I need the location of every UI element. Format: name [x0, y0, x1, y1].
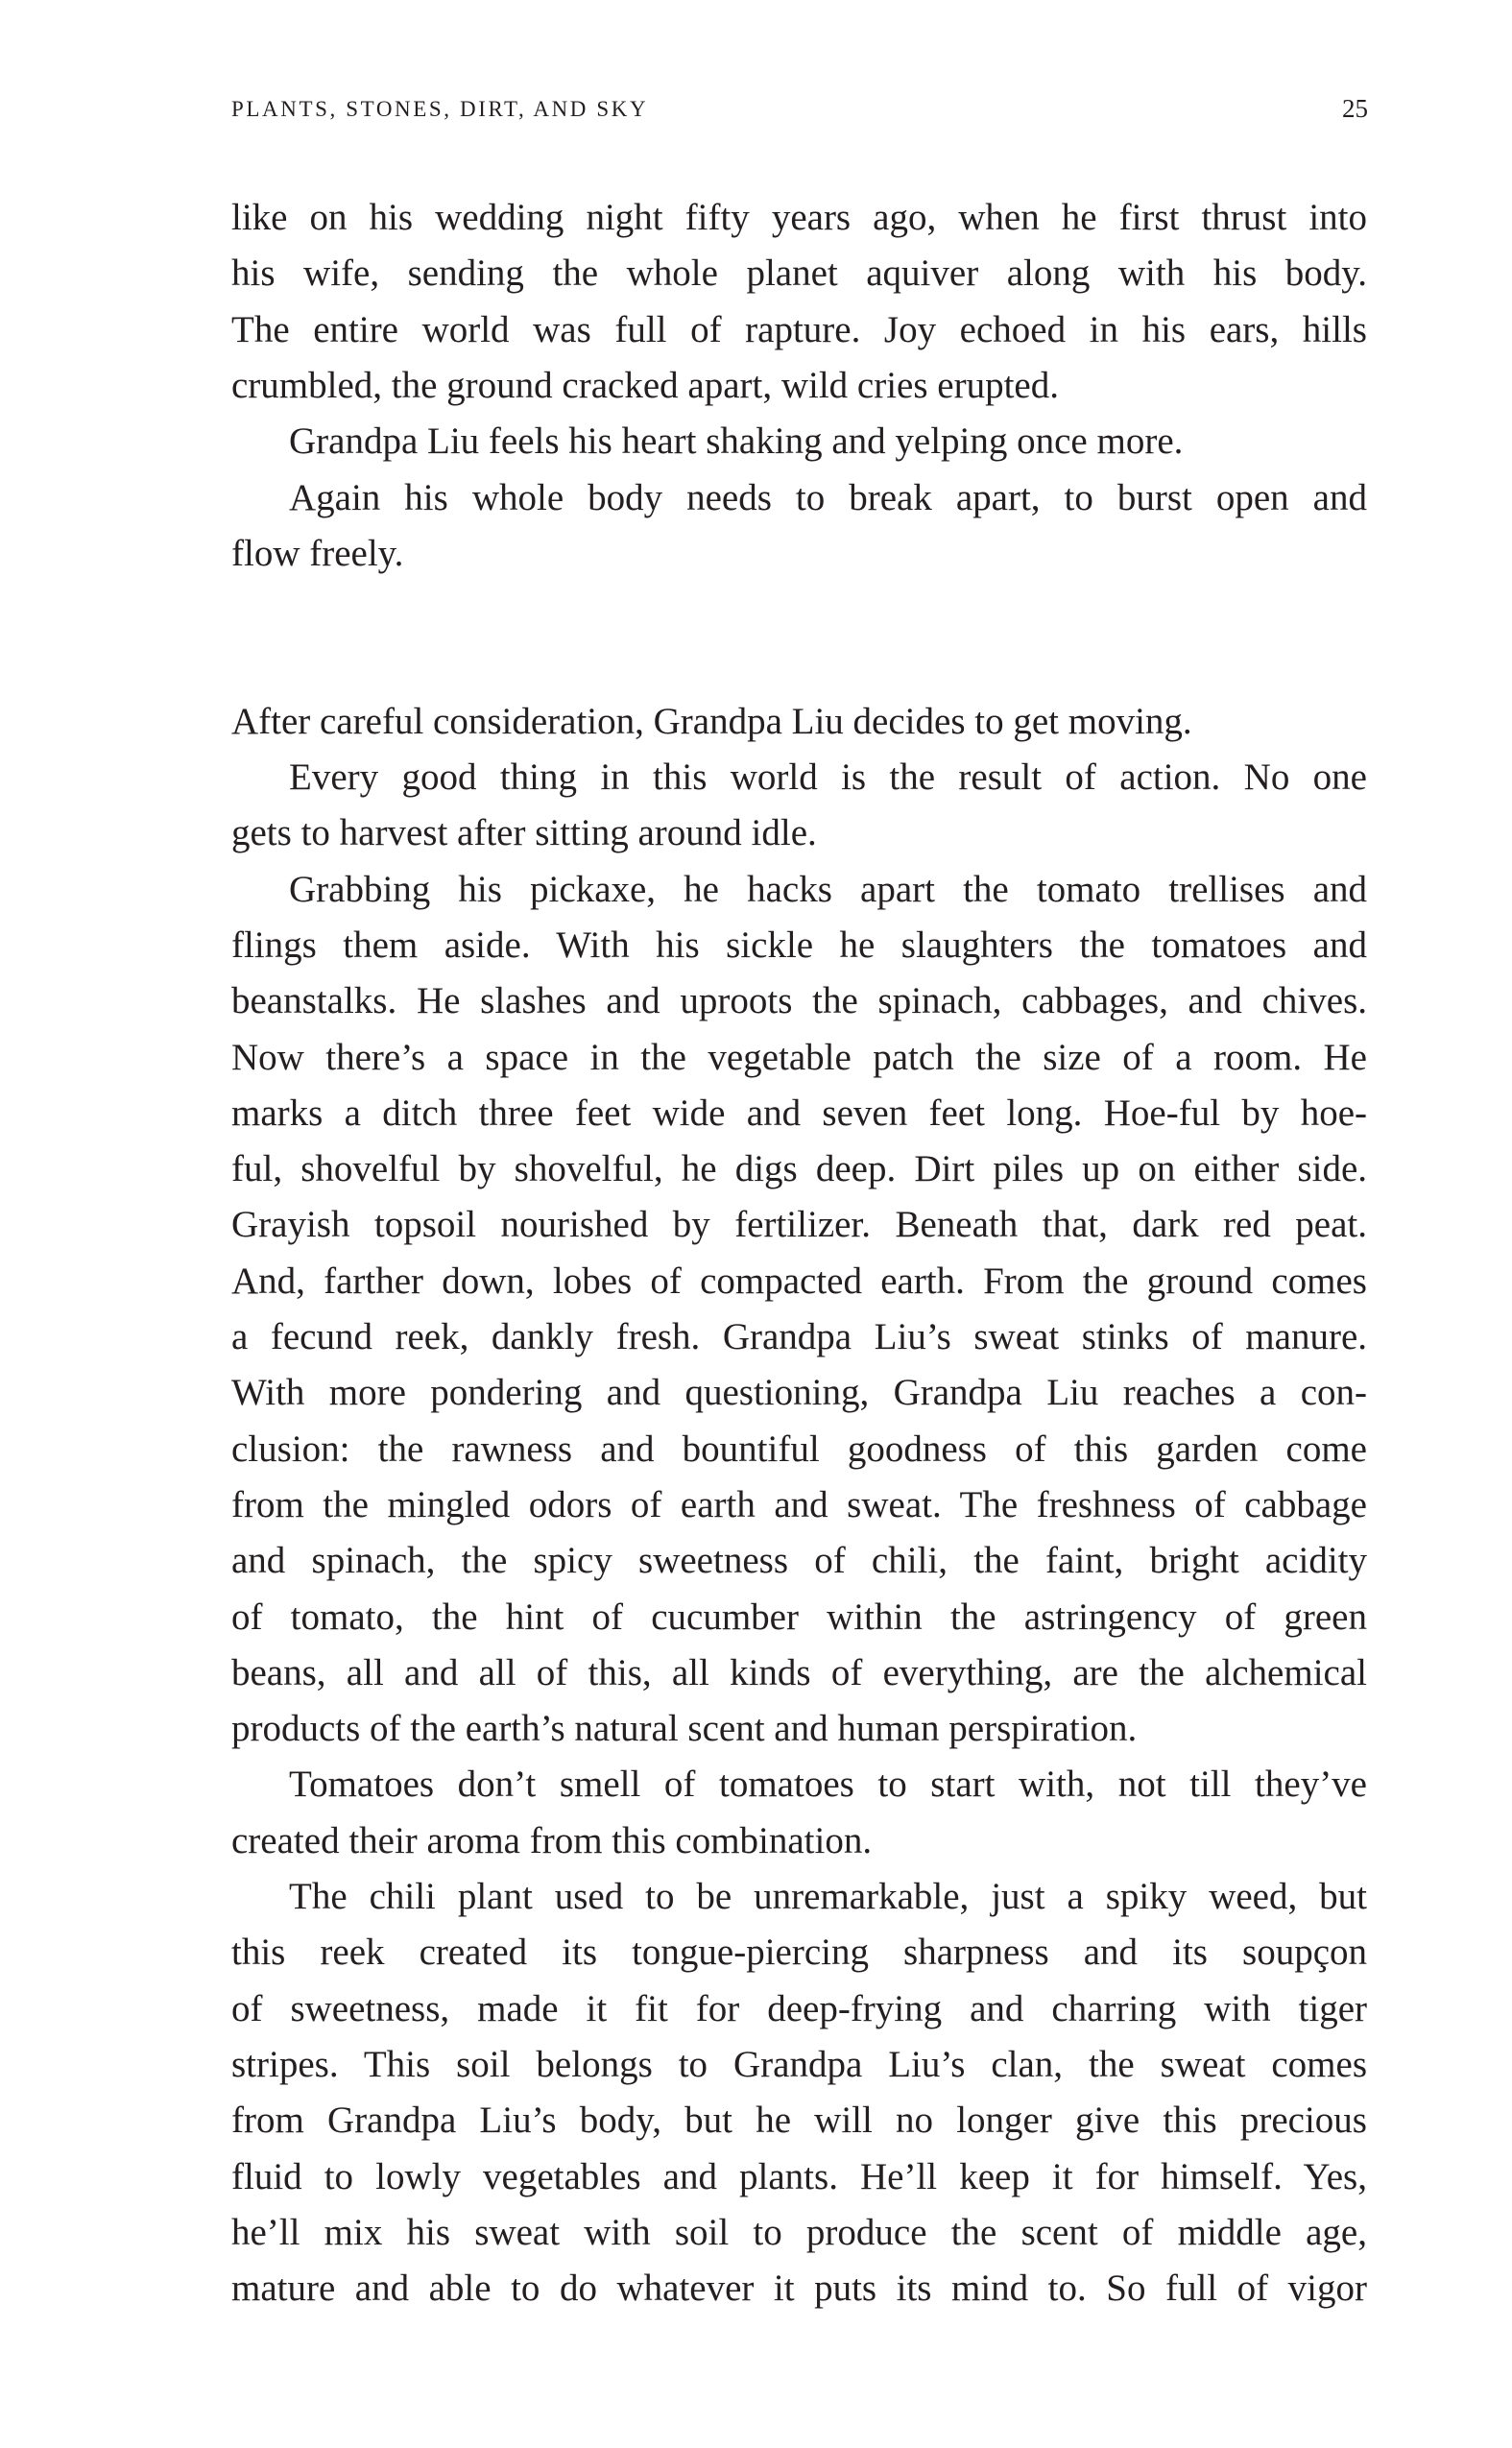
text-line: ful, shovelful by shovelful, he digs deep. Dirt piles up on either side.	[231, 1148, 1367, 1190]
text-line: fluid to lowly vegetables and plants. He’ll keep it for himself. Yes,	[231, 2155, 1367, 2197]
text-line: flow freely.	[231, 532, 404, 574]
text-line: gets to harvest after sitting around idle.	[231, 812, 817, 854]
text-line: and spinach, the spicy sweetness of chili, the faint, bright acidity	[231, 1540, 1367, 1582]
text-line: Now there’s a space in the vegetable patch the size of a room. He	[231, 1036, 1367, 1078]
text-line: marks a ditch three feet wide and seven feet long. Hoe-ful by hoe-	[231, 1092, 1367, 1134]
text-line: stripes. This soil belongs to Grandpa Liu’s clan, the sweat comes	[231, 2043, 1367, 2085]
text-line: Again his whole body needs to break apart, to burst open and	[289, 476, 1367, 518]
text-line: After careful consideration, Grandpa Liu decides to get moving.	[231, 700, 1192, 742]
text-line: beanstalks. He slashes and uproots the spinach, cabbages, and chives.	[231, 980, 1367, 1022]
text-line: he’ll mix his sweat with soil to produce the scent of middle age,	[231, 2211, 1367, 2253]
text-line: flings them aside. With his sickle he slaughters the tomatoes and	[231, 924, 1367, 966]
text-line: from Grandpa Liu’s body, but he will no longer give this precious	[231, 2100, 1367, 2142]
text-line: clusion: the rawness and bountiful goodness of this garden come	[231, 1428, 1367, 1470]
text-line: And, farther down, lobes of compacted earth. From the ground comes	[231, 1260, 1367, 1302]
text-line: beans, all and all of this, all kinds of everything, are the alchemical	[231, 1651, 1367, 1693]
text-line: products of the earth’s natural scent and human perspiration.	[231, 1708, 1138, 1750]
text-line: The entire world was full of rapture. Joy echoed in his ears, hills	[231, 308, 1367, 350]
text-line: of tomato, the hint of cucumber within the astringency of green	[231, 1596, 1367, 1638]
text-line: a fecund reek, dankly fresh. Grandpa Liu’s sweat stinks of manure.	[231, 1316, 1367, 1357]
text-line: The chili plant used to be unremarkable, just a spiky weed, but	[289, 1876, 1367, 1917]
page-number: 25	[1342, 94, 1368, 123]
text-line: crumbled, the ground cracked apart, wild cries erupted.	[231, 364, 1059, 406]
running-head-title: PLANTS, STONES, DIRT, AND SKY	[231, 97, 649, 121]
text-line: created their aroma from this combination.	[231, 1819, 873, 1861]
text-line: With more pondering and questioning, Grandpa Liu reaches a con-	[231, 1372, 1367, 1414]
text-line: Every good thing in this world is the result of action. No one	[289, 756, 1367, 798]
text-line: his wife, sending the whole planet aquiver along with his body.	[231, 252, 1367, 295]
text-line: like on his wedding night fifty years ago, when he first thrust into	[231, 197, 1367, 238]
text-line: this reek created its tongue-piercing sharpness and its soupçon	[231, 1932, 1367, 1974]
text-line: Grandpa Liu feels his heart shaking and yelping once more.	[289, 420, 1184, 463]
text-line: Grayish topsoil nourished by fertilizer. Beneath that, dark red peat.	[231, 1204, 1367, 1246]
text-line: mature and able to do whatever it puts its mind to. So full of vigor	[231, 2268, 1367, 2310]
text-line: Grabbing his pickaxe, he hacks apart the tomato trellises and	[289, 868, 1367, 910]
text-line: from the mingled odors of earth and sweat. The freshness of cabbage	[231, 1483, 1367, 1525]
text-line: of sweetness, made it fit for deep-frying and charring with tiger	[231, 1987, 1367, 2029]
text-line: Tomatoes don’t smell of tomatoes to start with, not till they’ve	[289, 1764, 1367, 1806]
